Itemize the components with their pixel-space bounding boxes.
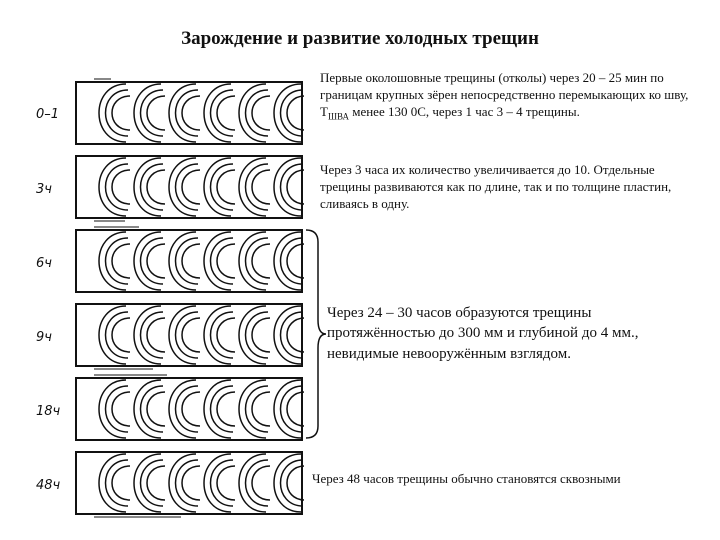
curly-brace-icon bbox=[302, 228, 328, 440]
stage-label-0-1: 0–1 bbox=[36, 107, 60, 122]
weld-plate-stage-3h bbox=[74, 152, 304, 222]
description-48-hours: Через 48 часов трещины обычно становятся сквозными bbox=[312, 471, 621, 486]
description-24-30-hours: Через 24 – 30 часов образуются трещины протяжённостью до 300 мм и глубиной до 4 мм., невидимые невооружённым взглядом. bbox=[327, 305, 639, 362]
weld-plate-stage-0-1 bbox=[74, 78, 304, 148]
stage-label-18h: 18ч bbox=[36, 404, 61, 419]
stage-label-6h: 6ч bbox=[36, 256, 52, 271]
stage-label-48h: 48ч bbox=[36, 478, 61, 493]
weld-plate-stage-48h bbox=[74, 448, 304, 518]
weld-plate-stage-9h bbox=[74, 300, 304, 370]
description-3-hours: Через 3 часа их количество увеличивается до 10. Отдельные трещины развиваются как по длине, так и по толщине пластин, сливаясь в одну. bbox=[320, 162, 672, 211]
weld-plate-stage-6h bbox=[74, 226, 304, 296]
stage-label-9h: 9ч bbox=[36, 330, 52, 345]
weld-plate-stage-18h bbox=[74, 374, 304, 444]
slide-title: Зарождение и развитие холодных трещин bbox=[181, 28, 539, 49]
description-first-cracks: Первые околошовные трещины (отколы) через 20 – 25 мин по границам крупных зёрен непосредственно перемыкающих ко шву, $Т_{ШВА}$ менее 130 0С, через 1 час 3 – 4 трещины. bbox=[320, 70, 689, 122]
stage-label-3h: 3ч bbox=[36, 182, 52, 197]
